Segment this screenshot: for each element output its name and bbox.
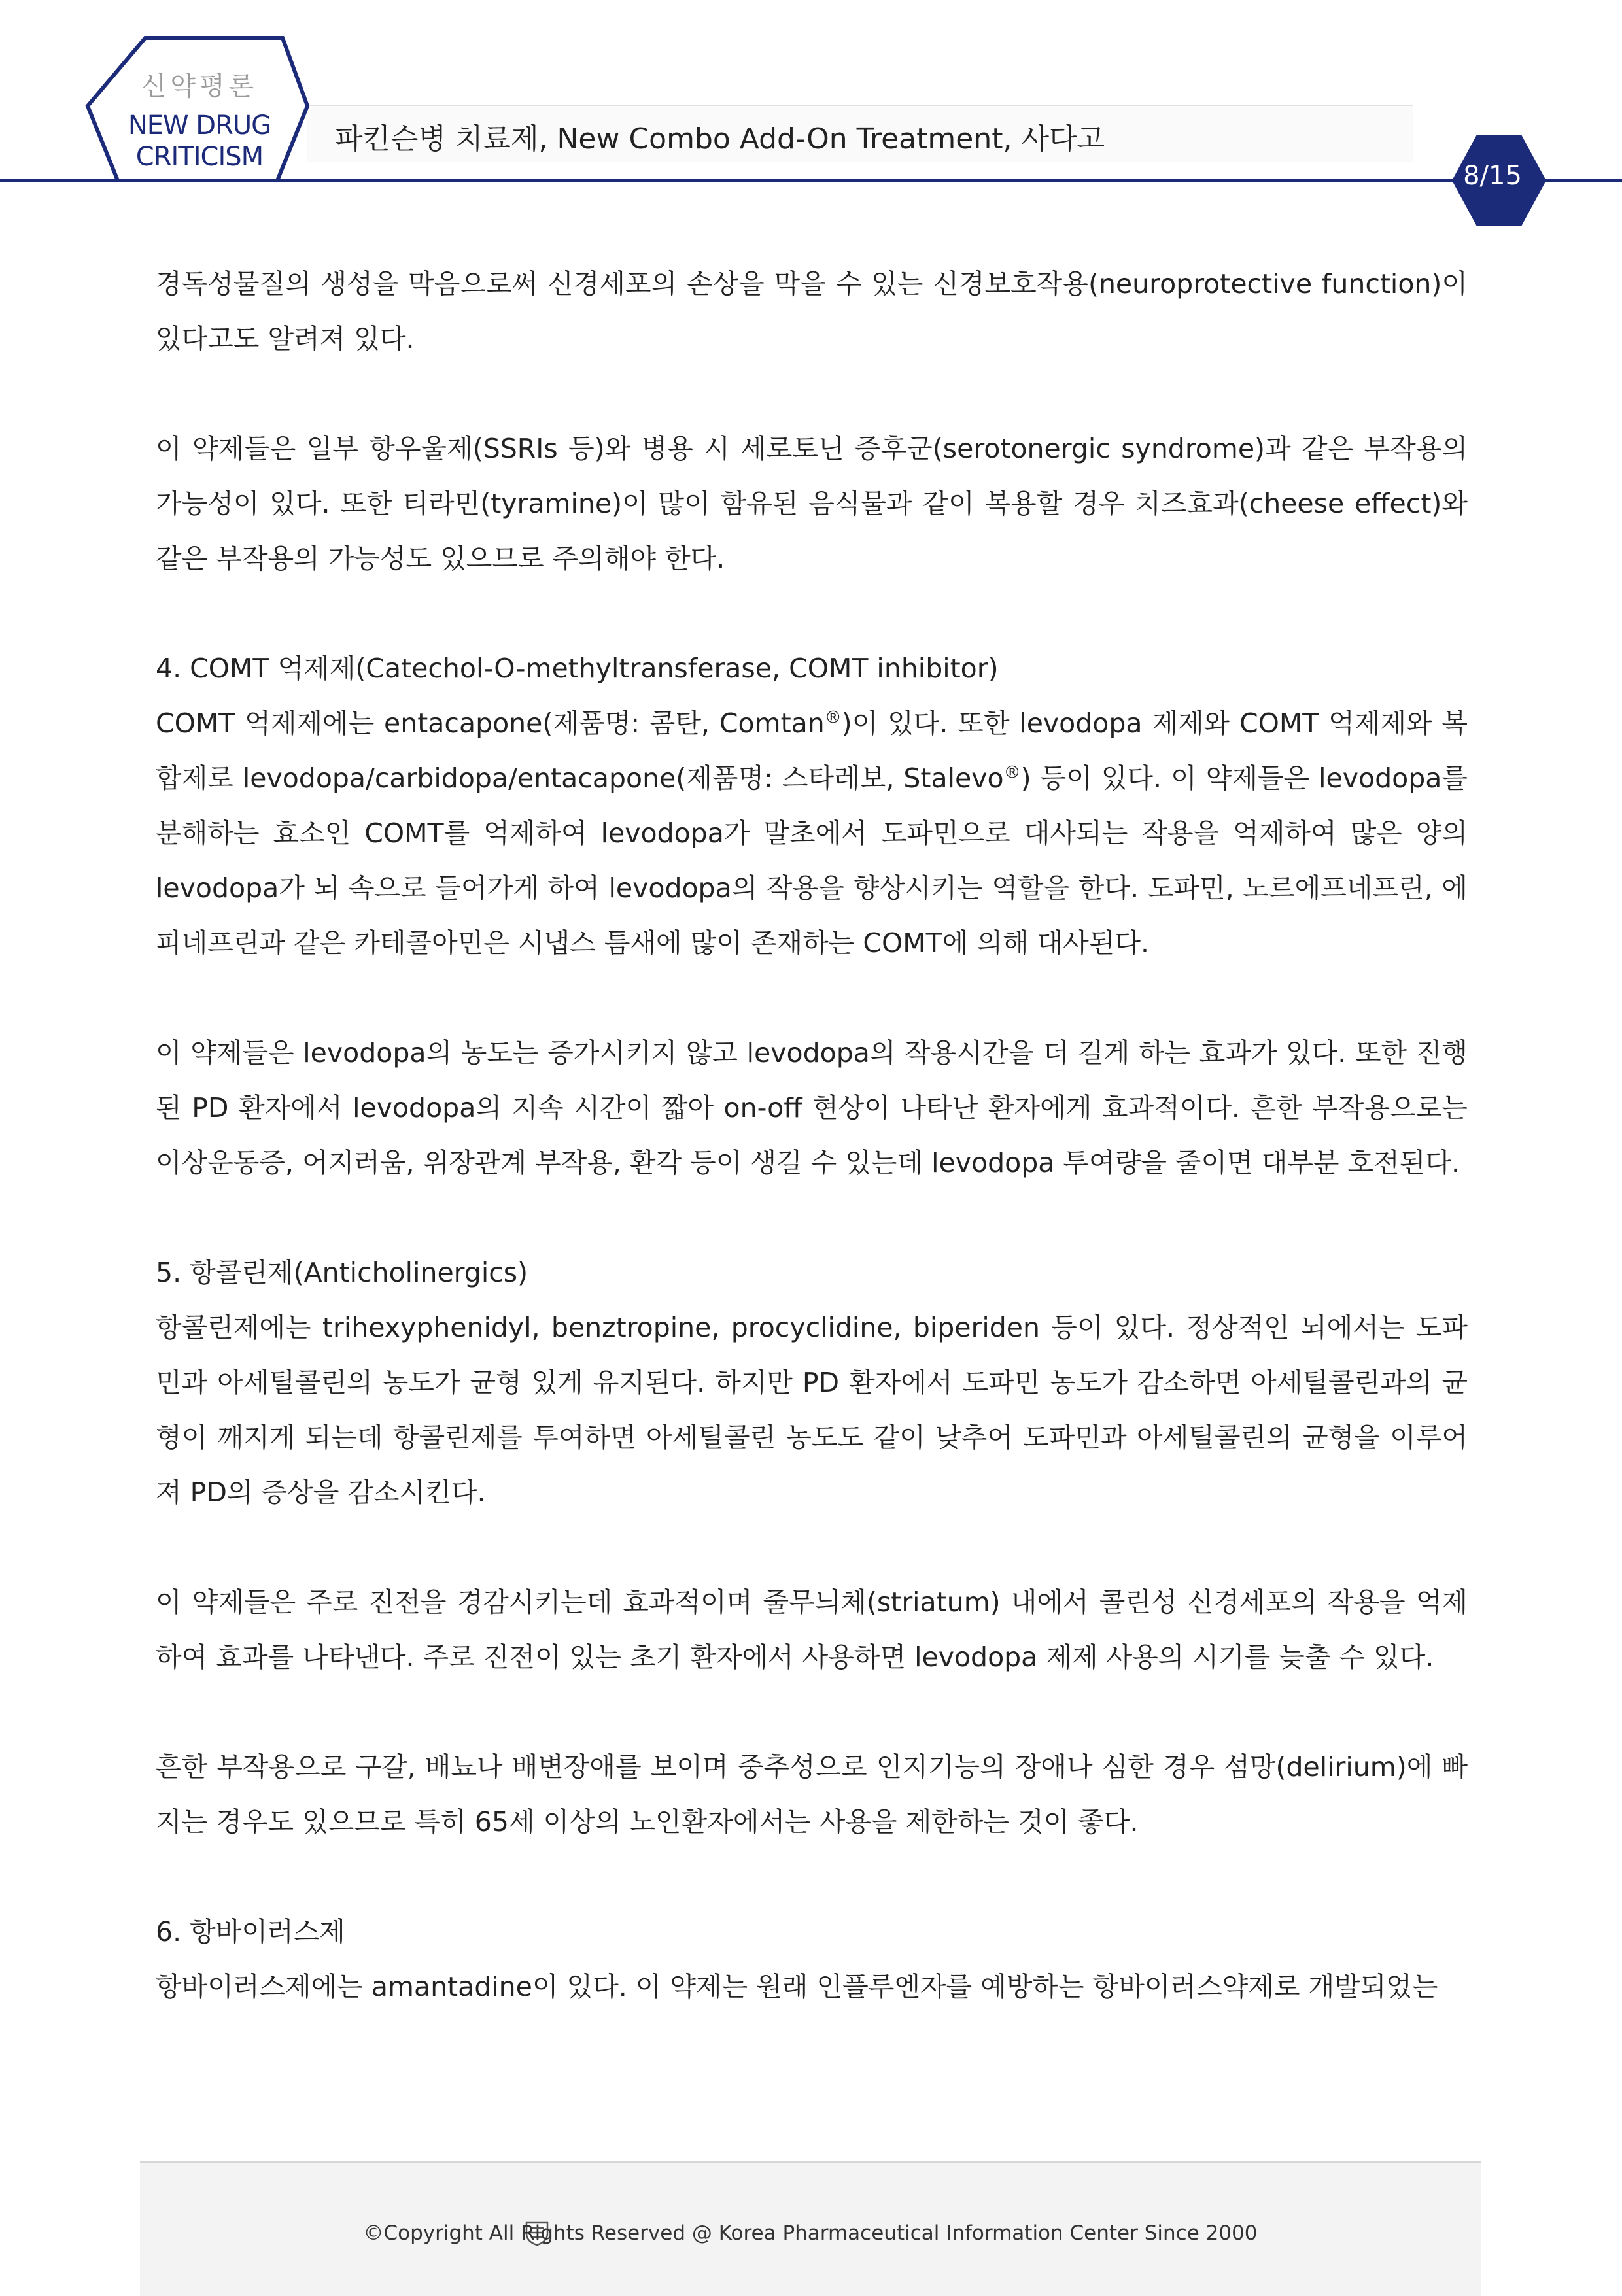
registered-mark: ®: [824, 708, 842, 728]
paragraph-3: [156, 696, 1468, 970]
page-number: 8/15: [1463, 161, 1522, 191]
article-body: [156, 256, 1468, 2014]
page-header: [0, 0, 1622, 235]
paragraph-2: 이 약제들은 일부 항우울제(SSRIs 등)와 병용 시 세로토닌 증후군(serotonergic syndrome)과 같은 부작용의 가능성이 있다. 또한 티라민(tyramine)이 많이 함유된 음식물과 같이 복용할 경우 치즈효과(cheese effect)와 같은 부작용의 가능성도 있으므로 주의해야 한다.: [156, 433, 1468, 574]
registered-mark: ®: [1003, 762, 1021, 783]
brand-english-line1: NEW DRUG: [128, 111, 271, 141]
page-footer: [140, 2161, 1481, 2296]
paragraph-4: 이 약제들은 levodopa의 농도는 증가시키지 않고 levodopa의 작용시간을 더 길게 하는 효과가 있다. 또한 진행된 PD 환자에서 levodopa의 지속 시간이 짧아 on-off 현상이 나타난 환자에게 효과적이다. 흔한 부작용으로는 이상운동증, 어지러움, 위장관계 부작용, 환각 등이 생길 수 있는데 levodopa 투여량을 줄이면 대부분 호전된다.: [156, 1037, 1468, 1178]
paragraph-3-part-a: COMT 억제제에는 entacapone(제품명: 콤탄, Comtan: [156, 708, 825, 739]
paragraph-8: 항바이러스제에는 amantadine이 있다. 이 약제는 원래 인플루엔자를 예방하는 항바이러스약제로 개발되었는: [156, 1971, 1438, 2002]
paragraph-3-part-b: )이 있다. 또한 levodopa 제제와 COMT 억제제와 복합제로 levodopa/carbidopa/entacapone(제품명: 스타레보, Stalevo: [156, 708, 1468, 794]
paragraph-6: 이 약제들은 주로 진전을 경감시키는데 효과적이며 줄무늬체(striatum) 내에서 콜린성 신경세포의 작용을 억제하여 효과를 나타낸다. 주로 진전이 있는 초기 환자에서 사용하면 levodopa 제제 사용의 시기를 늦출 수 있다.: [156, 1586, 1468, 1673]
brand-english-line2: CRITICISM: [135, 142, 264, 172]
copyright-text: ©Copyright All Rights Reserved @ Korea Pharmaceutical Information Center Since 2000: [363, 2221, 1258, 2245]
brand-english: [111, 110, 288, 173]
paragraph-5: 항콜린제에는 trihexyphenidyl, benztropine, procyclidine, biperiden 등이 있다. 정상적인 뇌에서는 도파민과 아세틸콜린의 농도가 균형 있게 유지된다. 하지만 PD 환자에서 도파민 농도가 감소하면 아세틸콜린과의 균형이 깨지게 되는데 항콜린제를 투여하면 아세틸콜린 농도도 같이 낮추어 도파민과 아세틸콜린의 균형을 이루어져 PD의 증상을 감소시킨다.: [156, 1312, 1468, 1508]
document-title: 파킨슨병 치료제, New Combo Add-On Treatment, 사다고: [335, 122, 1105, 156]
paragraph-7: 흔한 부작용으로 구갈, 배뇨나 배변장애를 보이며 중추성으로 인지기능의 장애나 심한 경우 섬망(delirium)에 빠지는 경우도 있으므로 특히 65세 이상의 노인환자에서는 사용을 제한하는 것이 좋다.: [156, 1751, 1468, 1838]
section-heading-5: 5. 항콜린제(Anticholinergics): [156, 1257, 528, 1288]
brand-korean: 신약평론: [141, 71, 258, 101]
section-heading-6: 6. 항바이러스제: [156, 1916, 345, 1947]
section-heading-4: 4. COMT 억제제(Catechol-O-methyltransferase, COMT inhibitor): [156, 653, 999, 684]
paragraph-3-part-c: ) 등이 있다. 이 약제들은 levodopa를 분해하는 효소인 COMT를 억제하여 levodopa가 말초에서 도파민으로 대사되는 작용을 억제하여 많은 양의 levodopa가 뇌 속으로 들어가게 하여 levodopa의 작용을 향상시키는 역할을 한다. 도파민, 노르에프네프린, 에피네프린과 같은 카테콜아민은 시냅스 틈새에 많이 존재하는 COMT에 의해 대사된다.: [156, 762, 1468, 959]
paragraph-1: 경독성물질의 생성을 막음으로써 신경세포의 손상을 막을 수 있는 신경보호작용(neuroprotective function)이 있다고도 알려져 있다.: [156, 268, 1468, 354]
